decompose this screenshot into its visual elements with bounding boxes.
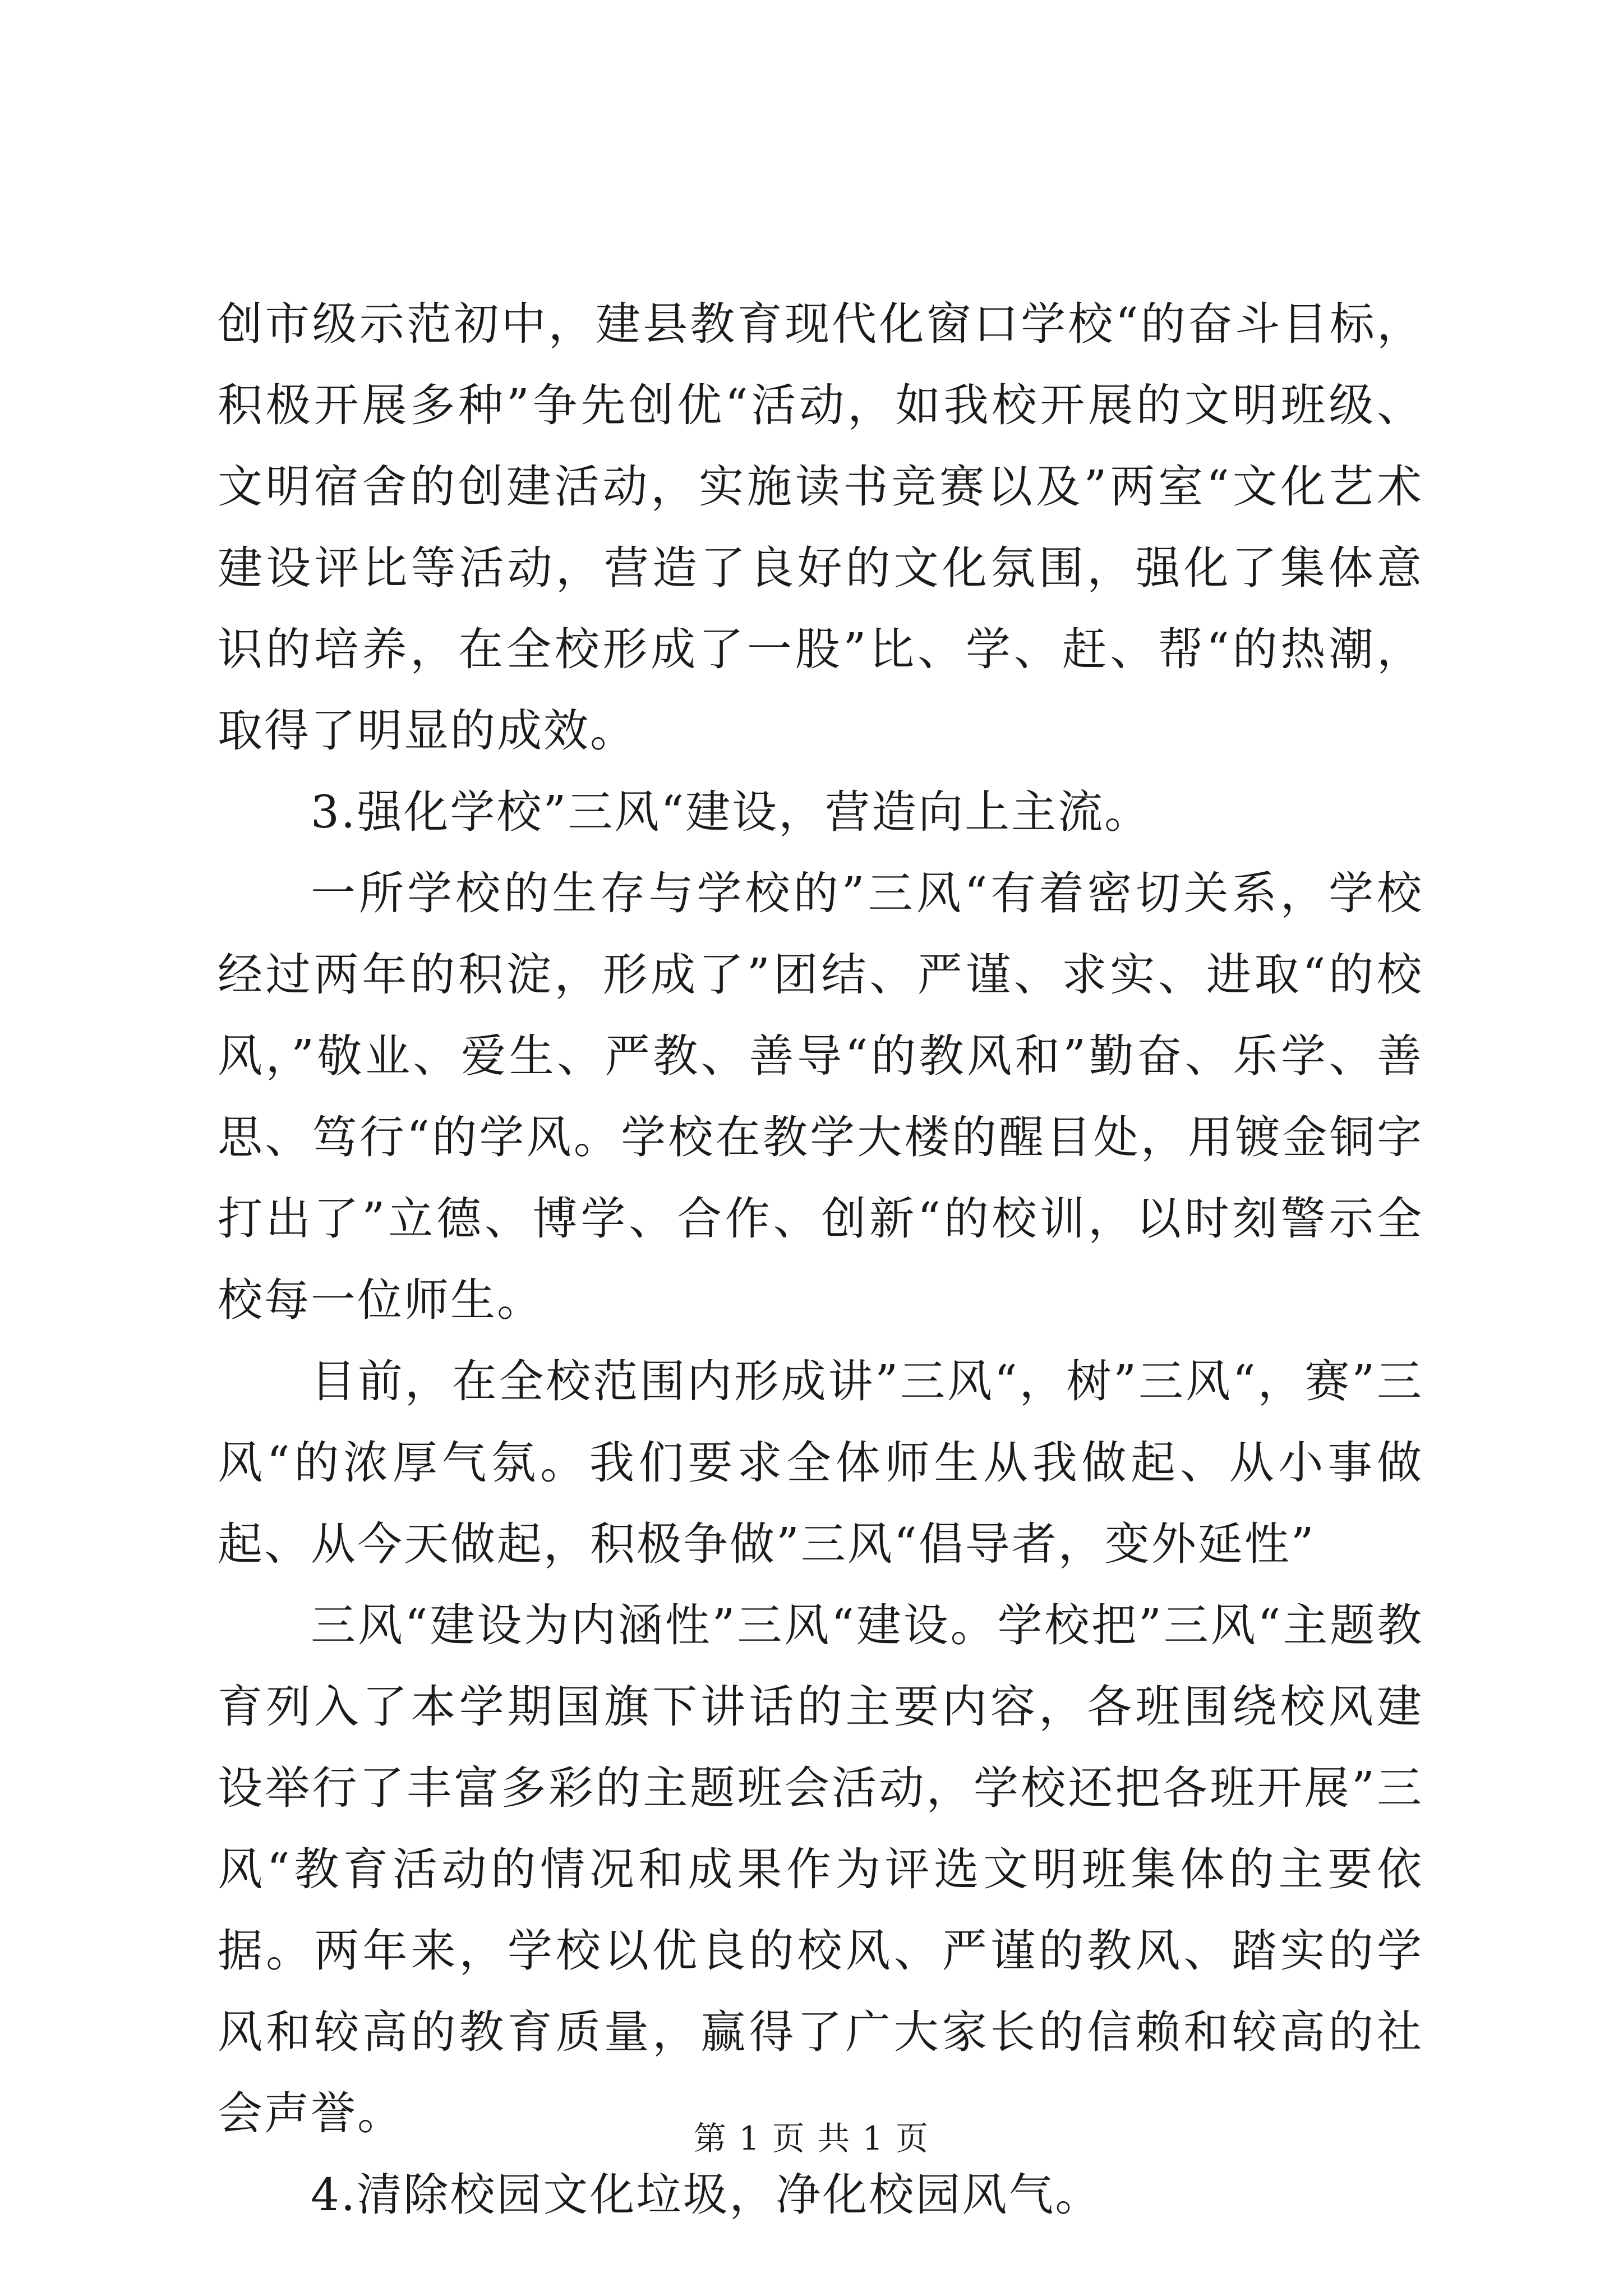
paragraph-current-status: 目前，在全校范围内形成讲”三风“，树”三风“，赛”三风“的浓厚气氛。我们要求全体师生从我做起、从小事做起、从今天做起，积极争做”三风“倡导者，变外延性”: [218, 1355, 1423, 1570]
paragraph-heading-3: 3.强化学校”三风“建设，营造向上主流。: [311, 786, 1151, 838]
paragraph-heading-4: 4.清除校园文化垃圾，净化校园风气。: [311, 2169, 1102, 2221]
paragraph-three-styles: 一所学校的生存与学校的”三风“有着密切关系，学校经过两年的积淀，形成了”团结、严谨、求实、进取“的校风，”敬业、爱生、严教、善导“的教风和”勤奋、乐学、善思、笃行“的学风。学校在教学大楼的醒目处，用镀金铜字打出了”立德、博学、合作、创新“的校训，以时刻警示全校每一位师生。: [218, 867, 1423, 1326]
paragraph-continuation: 创市级示范初中，建县教育现代化窗口学校“的奋斗目标，积极开展多种”争先创优“活动，如我校开展的文明班级、文明宿舍的创建活动，实施读书竞赛以及”两室“文化艺术建设评比等活动，营造了良好的文化氛围，强化了集体意识的培养，在全校形成了一股”比、学、赶、帮“的热潮，取得了明显的成效。: [218, 298, 1423, 757]
page-footer: 第 1 页 共 1 页: [694, 2119, 929, 2157]
document-body: [218, 283, 1423, 2235]
paragraph-theme-education: 三风“建设为内涵性”三风“建设。学校把”三风“主题教育列入了本学期国旗下讲话的主要内容，各班围绕校风建设举行了丰富多彩的主题班会活动，学校还把各班开展”三风“教育活动的情况和成果作为评选文明班集体的主要依据。两年来，学校以优良的校风、严谨的教风、踏实的学风和较高的教育质量，赢得了广大家长的信赖和较高的社会声誉。: [218, 1599, 1423, 2139]
